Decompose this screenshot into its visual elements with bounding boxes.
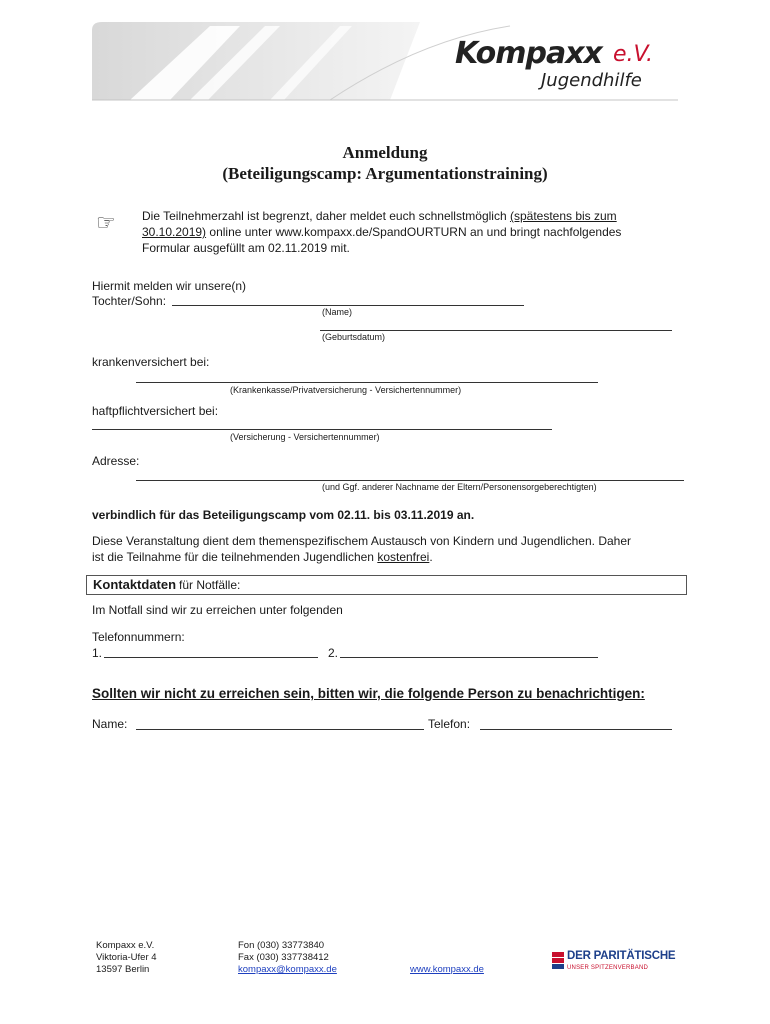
address-label: Adresse: (92, 454, 140, 468)
liability-label: haftpflichtversichert bei: (92, 404, 219, 418)
logo-ev-text: e.V. (613, 42, 654, 67)
notify-phone-field[interactable] (480, 729, 672, 730)
address-field[interactable] (136, 480, 684, 481)
pointing-hand-icon: ☞ (96, 210, 116, 235)
footer-city: 13597 Berlin (96, 964, 150, 975)
event-text-2a: ist die Teilnahme für die teilnehmenden Jugendlichen (92, 550, 378, 564)
binding-text: verbindlich für das Beteiligungscamp vom 02.11. bis 03.11.2019 an. (92, 508, 475, 522)
emergency-heading-box (86, 575, 687, 595)
footer-address (96, 940, 157, 976)
birthdate-field[interactable] (320, 330, 672, 331)
footer-street: Viktoria-Ufer 4 (96, 952, 157, 963)
insurance-label: krankenversichert bei: (92, 355, 210, 369)
notify-name-field[interactable] (136, 729, 424, 730)
phone1-label: 1. (92, 646, 103, 660)
event-text-2c: . (429, 550, 433, 564)
footer-fax: Fax (030) 337738412 (238, 952, 329, 963)
logo-main-text: Kompaxx (455, 36, 602, 71)
liability-field[interactable] (92, 429, 552, 430)
event-text-free: kostenfrei (377, 550, 430, 564)
address-caption: (und Ggf. anderer Nachname der Eltern/Personensorgeberechtigten) (322, 482, 597, 492)
name-caption: (Name) (322, 307, 353, 317)
phone2-field[interactable] (340, 657, 598, 658)
intro-line-1: Hiermit melden wir unsere(n) (92, 279, 247, 293)
event-text (92, 533, 692, 565)
insurance-caption: (Krankenkasse/Privatversicherung - Versichertennummer) (230, 385, 462, 395)
notice-deadline-2: 30.10.2019) (142, 225, 207, 239)
partner-logo (552, 948, 687, 976)
phone1-field[interactable] (104, 657, 318, 658)
title-line-1: Anmeldung (342, 143, 428, 162)
page-title (0, 142, 770, 184)
notice-text-2: online unter www.kompaxx.de/SpandOURTURN an und bringt nachfolgendes (206, 225, 622, 239)
partner-logo-main: DER PARITÄTISCHE (567, 950, 676, 962)
notify-heading: Sollten wir nicht zu erreichen sein, bitten wir, die folgende Person zu benachrichtigen: (92, 686, 645, 701)
phone2-label: 2. (328, 646, 339, 660)
emergency-line-2: Telefonnummern: (92, 630, 185, 644)
footer-email-link[interactable]: kompaxx@kompaxx.de (238, 964, 337, 975)
intro-line-2: Tochter/Sohn: (92, 294, 167, 308)
footer-fon: Fon (030) 33773840 (238, 940, 325, 951)
partner-logo-mark (552, 952, 564, 970)
notice-deadline-1: (spätestens bis zum (509, 209, 617, 223)
notice-text (142, 208, 682, 256)
footer-contact (238, 940, 337, 976)
notify-name-label: Name: (92, 717, 128, 731)
emergency-heading-bold: Kontaktdaten (93, 577, 177, 592)
birthdate-caption: (Geburtsdatum) (322, 332, 386, 342)
partner-logo-sub: UNSER SPITZENVERBAND (567, 965, 649, 971)
footer-org: Kompaxx e.V. (96, 940, 155, 951)
liability-caption: (Versicherung - Versichertennummer) (230, 432, 380, 442)
notify-phone-label: Telefon: (428, 717, 471, 731)
name-field[interactable] (172, 305, 524, 306)
title-line-2: (Beteiligungscamp: Argumentationstraining) (222, 164, 548, 183)
notice-text-3: Formular ausgefüllt am 02.11.2019 mit. (142, 241, 350, 255)
footer-web-link[interactable]: www.kompaxx.de (410, 964, 484, 975)
emergency-line-1: Im Notfall sind wir zu erreichen unter folgenden (92, 603, 343, 617)
logo-sub-text: Jugendhilfe (541, 70, 642, 91)
emergency-heading-rest: für Notfälle: (179, 578, 241, 592)
event-text-1: Diese Veranstaltung dient dem themenspezifischem Austausch von Kindern und Jugendlichen. Daher (92, 534, 631, 548)
notice-text-1: Die Teilnehmerzahl ist begrenzt, daher meldet euch schnellstmöglich (142, 209, 510, 223)
kompaxx-logo (455, 36, 675, 96)
insurance-field[interactable] (136, 382, 598, 383)
